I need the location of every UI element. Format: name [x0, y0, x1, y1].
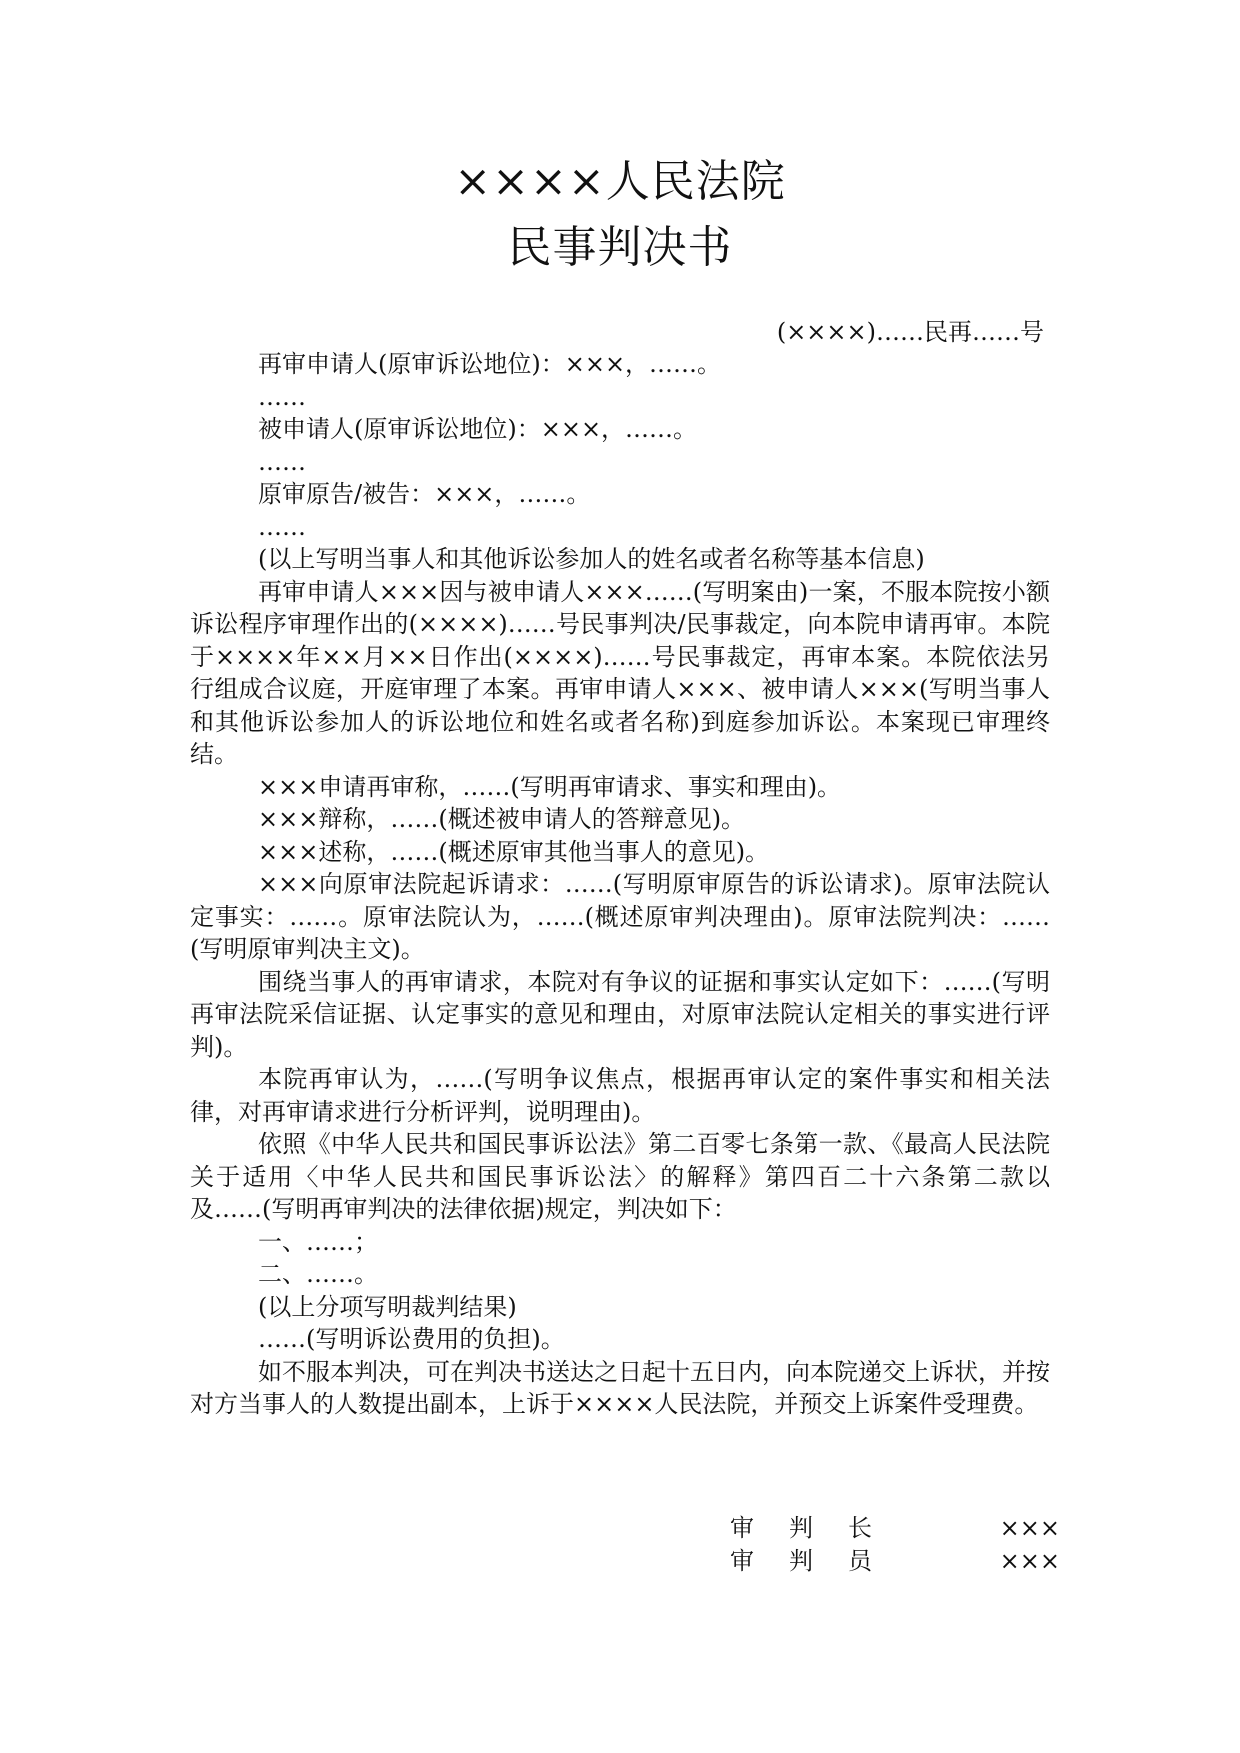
paragraph-original-trial: ×××向原审法院起诉请求：……(写明原审原告的诉讼请求)。原审法院认定事实：……。原审法院认为，……(概述原审判决理由)。原审法院判决：……(写明原审判决主文)。 [190, 870, 1050, 963]
document-type-title: 民事判决书 [507, 222, 733, 273]
judgment-body [190, 348, 1050, 1421]
paragraph-ellipsis: …… [258, 382, 306, 411]
paragraph-ruling-note: (以上分项写明裁判结果) [258, 1292, 517, 1321]
signature-row-presiding-judge [730, 1512, 1060, 1545]
paragraph-evidence-findings: 围绕当事人的再审请求，本院对有争议的证据和事实认定如下：……(写明再审法院采信证据、认定事实的意见和理由，对原审法院认定相关的事实进行评判)。 [190, 967, 1050, 1061]
case-number: (××××)……民再……号 [776, 318, 1044, 346]
paragraph-original-party: 原审原告/被告：×××，……。 [258, 480, 591, 508]
paragraph-court-opinion: 本院再审认为，……(写明争议焦点，根据再审认定的案件事实和相关法律，对再审请求进行分析评判，说明理由)。 [190, 1065, 1050, 1126]
signature-block [730, 1512, 1060, 1578]
paragraph-appeal-notice: 如不服本判决，可在判决书送达之日起十五日内，向本院递交上诉状，并按对方当事人的人数提出副本，上诉于××××人民法院，并预交上诉案件受理费。 [190, 1357, 1050, 1418]
paragraph-ellipsis: …… [258, 512, 306, 541]
signature-row-judge [730, 1545, 1060, 1578]
paragraph-respondent: 被申请人(原审诉讼地位)：×××，……。 [258, 415, 698, 443]
signature-role: 审判长 [730, 1514, 907, 1542]
paragraph-other-party-statement: ×××述称，……(概述原审其他当事人的意见)。 [258, 837, 770, 866]
paragraph-respondent-defense: ×××辩称，……(概述被申请人的答辩意见)。 [258, 805, 746, 833]
paragraph-legal-basis: 依照《中华人民共和国民事诉讼法》第二百零七条第一款、《最高人民法院关于适用〈中华人民共和国民事诉讼法〉的解释》第四百二十六条第二款以及……(写明再审判决的法律依据)规定，判决如下： [190, 1130, 1050, 1223]
signature-name: ××× [999, 1514, 1060, 1542]
paragraph-applicant: 再审申请人(原审诉讼地位)：×××，……。 [258, 350, 722, 378]
paragraph-litigation-costs: ……(写明诉讼费用的负担)。 [258, 1325, 565, 1353]
paragraph-party-note: (以上写明当事人和其他诉讼参加人的姓名或者名称等基本信息) [258, 545, 925, 573]
signature-name: ××× [999, 1547, 1060, 1575]
paragraph-ellipsis: …… [258, 447, 306, 476]
paragraph-ruling-item-2: 二、……。 [258, 1260, 378, 1288]
paragraph-case-history: 再审申请人×××因与被申请人×××……(写明案由)一案，不服本院按小额诉讼程序审理作出的(××××)……号民事判决/民事裁定，向本院申请再审。本院于××××年××月××日作出(××××)……号民事裁定，再审本案。本院依法另行组成合议庭，开庭审理了本案。再审申请人×××、被申请人×××(写明当事人和其他诉讼参加人的诉讼地位和姓名或者名称)到庭参加诉讼。本案现已审理终结。 [190, 577, 1050, 768]
paragraph-applicant-claim: ×××申请再审称，……(写明再审请求、事实和理由)。 [258, 772, 842, 801]
signature-role: 审判员 [730, 1547, 907, 1575]
paragraph-ruling-item-1: 一、……； [258, 1227, 378, 1256]
court-name-title: ××××人民法院 [454, 156, 786, 207]
